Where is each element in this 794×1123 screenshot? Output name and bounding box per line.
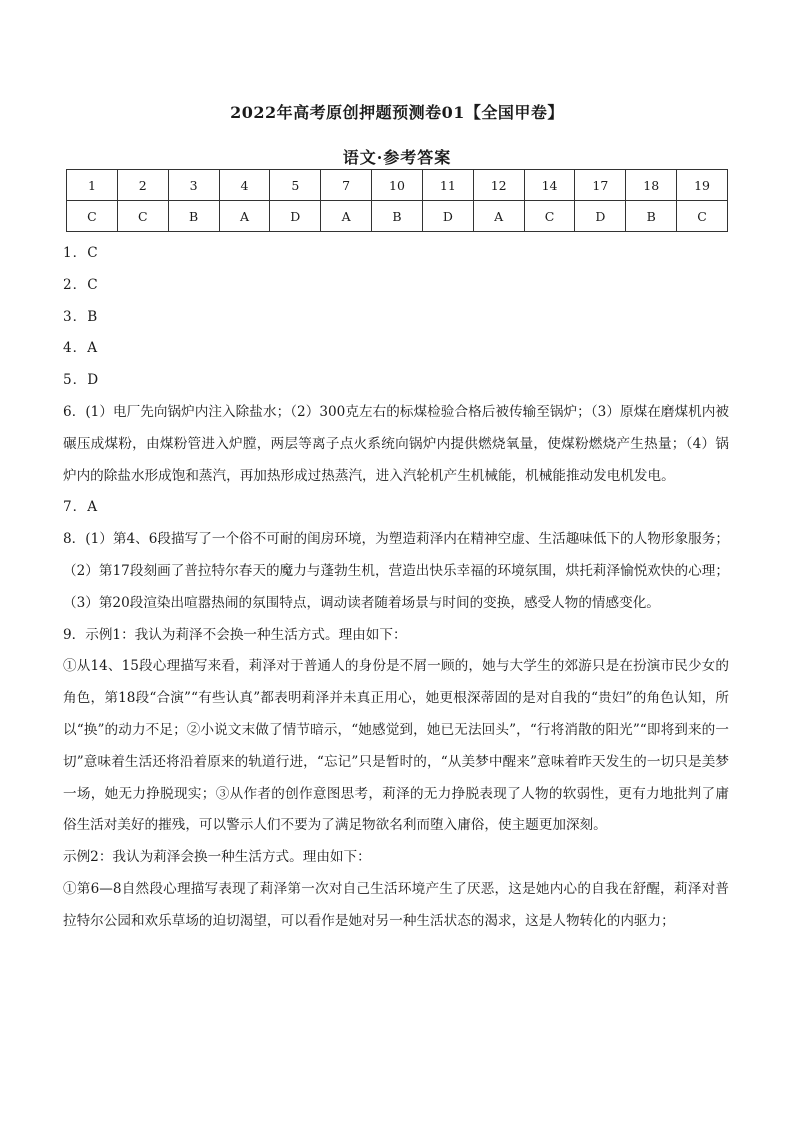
answer-cell: A (219, 201, 270, 232)
answer-item-1: 1．C (63, 245, 99, 261)
answer-item-7: 7．A (63, 499, 99, 516)
answer-cell: C (524, 201, 575, 232)
answer-item-9-example-1-reasons: ①从14、15段心理描写来看，莉泽对于普通人的身份是不屑一顾的，她与大学生的郊游只是在扮演市民少女的角色，第18段“合演”“有些认真”都表明莉泽并未真正用心，她更根深蒂固的是对自我的“贵妇”的角色认知，所以“换”的动力不足；②小说文末做了情节暗示，“她感觉到，她已无法回头”，“行将消散的阳光”“即将到来的一切”意味着生活还将沿着原来的轨道行进，“忘记”只是暂时的，“从美梦中醒来”意味着昨天发生的一切只是美梦一场，她无力挣脱现实；③从作者的创作意图思考，莉泽的无力挣脱表现了人物的软弱性，更有力地批判了庸俗生活对美好的摧残，可以警示人们不要为了满足物欲名利而堕入庸俗，使主题更加深刻。 (63, 658, 729, 834)
answer-item-3: 3．B (63, 308, 99, 325)
answer-item-9-example-1: 9．示例1：我认为莉泽不会换一种生活方式。理由如下： (63, 626, 407, 643)
answer-item-5: 5．D (63, 372, 100, 389)
answer-cell: C (677, 201, 728, 232)
question-number-cell: 5 (270, 170, 321, 201)
answer-cell: B (626, 201, 677, 232)
answer-cell: A (473, 201, 524, 232)
question-number-cell: 12 (473, 170, 524, 201)
answer-item-9-example-2-reasons: ①第6—8自然段心理描写表现了莉泽第一次对自己生活环境产生了厌恶，这是她内心的自我在舒醒，莉泽对普拉特尔公园和欢乐草场的迫切渴望，可以看作是她对另一种生活状态的渴求，这是人物转化的内驱力； (63, 880, 729, 929)
answer-cell: B (372, 201, 423, 232)
answer-row (67, 201, 728, 232)
answer-cell: D (270, 201, 321, 232)
page-subtitle: 语文·参考答案 (342, 148, 452, 167)
question-number-cell: 4 (219, 170, 270, 201)
question-number-cell: 3 (168, 170, 219, 201)
question-number-cell: 2 (117, 170, 168, 201)
answer-cell: C (67, 201, 118, 232)
question-number-cell: 18 (626, 170, 677, 201)
answer-cell: B (168, 201, 219, 232)
question-number-cell: 11 (422, 170, 473, 201)
question-number-cell: 17 (575, 170, 626, 201)
answer-cell: C (117, 201, 168, 232)
question-number-cell: 1 (67, 170, 118, 201)
answer-item-4: 4．A (63, 340, 99, 357)
answer-item-2: 2．C (63, 276, 99, 293)
answer-cell: D (422, 201, 473, 232)
answer-item-6: 6．(1）电厂先向锅炉内注入除盐水；（2）300克左右的标煤检验合格后被传输至锅炉；（3）原煤在磨煤机内被碾压成煤粉，由煤粉管进入炉膛，两层等离子点火系统向锅炉内提供燃烧氧量，使煤粉燃烧产生热量；（4）锅炉内的除盐水形成饱和蒸汽，再加热形成过热蒸汽，进入汽轮机产生机械能，机械能推动发电机发电。 (63, 403, 729, 484)
answer-table (66, 169, 728, 232)
answer-explanations (63, 238, 729, 938)
question-number-cell: 7 (321, 170, 372, 201)
page-title: 2022年高考原创押题预测卷01【全国甲卷】 (230, 103, 564, 122)
answer-cell: D (575, 201, 626, 232)
answer-cell: A (321, 201, 372, 232)
question-number-cell: 14 (524, 170, 575, 201)
answer-item-8: 8．(1）第4、6段描写了一个俗不可耐的闺房环境，为塑造莉泽内在精神空虚、生活趣味低下的人物形象服务；（2）第17段刻画了普拉特尔春天的魔力与蓬勃生机，营造出快乐幸福的环境氛围，烘托莉泽愉悦欢快的心理；（3）第20段渲染出喧嚣热闹的氛围特点，调动读者随着场景与时间的变换，感受人物的情感变化。 (63, 531, 729, 611)
question-number-cell: 10 (372, 170, 423, 201)
answer-item-9-example-2: 示例2：我认为莉泽会换一种生活方式。理由如下： (63, 849, 371, 866)
question-number-cell: 19 (677, 170, 728, 201)
question-number-row (67, 170, 728, 201)
